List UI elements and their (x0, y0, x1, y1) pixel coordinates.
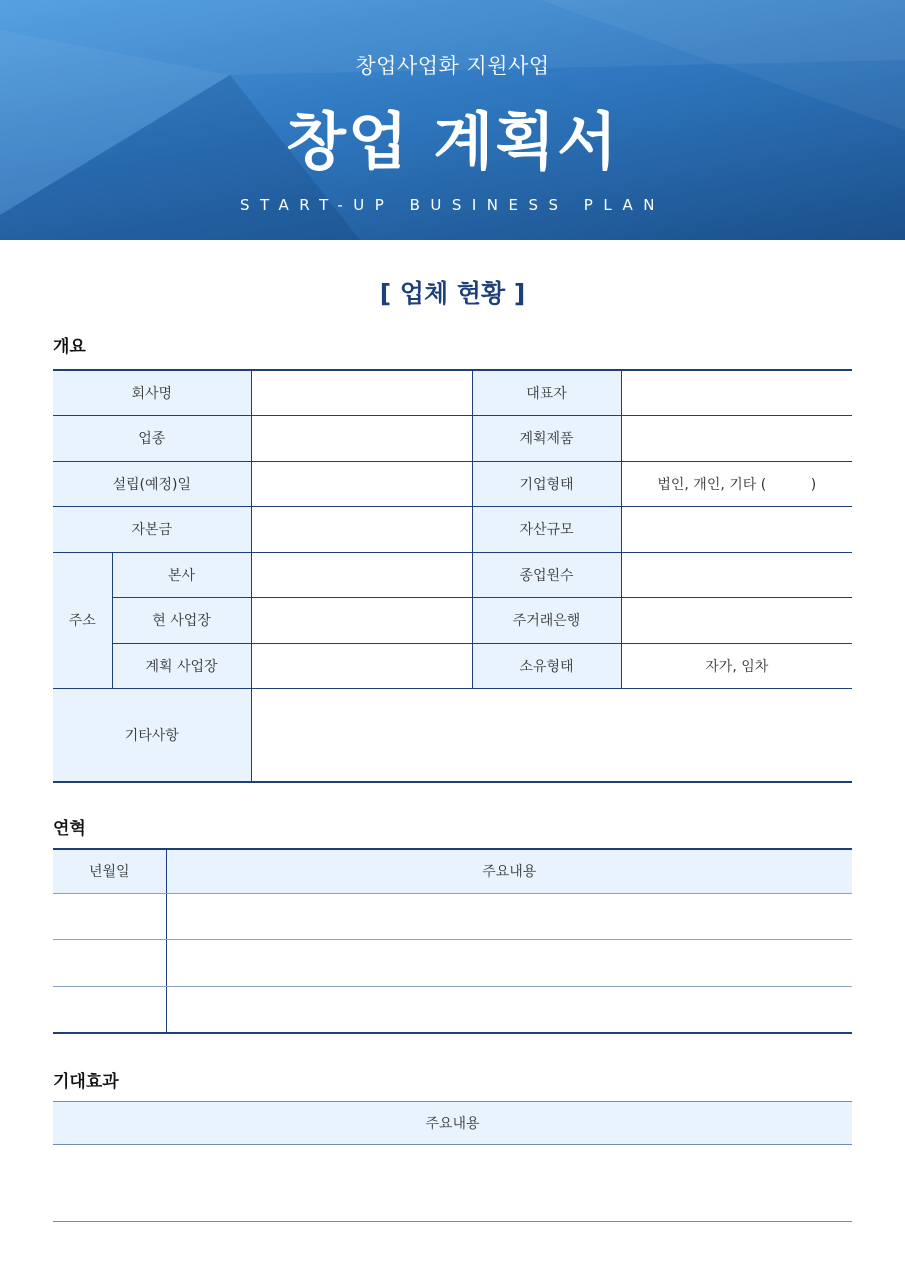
banner-subtitle: 창업사업화 지원사업 (355, 54, 550, 78)
value-company-type[interactable]: 법인, 개인, 기타 ( ) (621, 461, 852, 507)
table-header-row (53, 849, 852, 893)
label-ceo: 대표자 (472, 370, 621, 416)
label-main-bank: 주거래은행 (472, 598, 621, 644)
label-capital: 자본금 (53, 507, 251, 553)
input-asset-scale[interactable] (621, 507, 852, 553)
effect-heading: 기대효과 (53, 1072, 119, 1092)
input-main-bank[interactable] (621, 598, 852, 644)
input-ceo[interactable] (621, 370, 852, 416)
effect-table (53, 1101, 852, 1222)
section-title: [ 업체 현황 ] (379, 279, 526, 308)
banner-title: 창업 계획서 (285, 105, 620, 178)
label-industry: 업종 (53, 416, 251, 462)
input-others[interactable] (251, 689, 852, 782)
table-row (53, 893, 852, 940)
overview-table (53, 369, 852, 783)
history-content-cell[interactable] (166, 940, 852, 987)
table-row (53, 552, 852, 598)
history-heading: 연혁 (53, 819, 86, 839)
table-row (53, 598, 852, 644)
overview-heading: 개요 (53, 337, 86, 357)
history-content-cell[interactable] (166, 986, 852, 1033)
history-date-cell[interactable] (53, 986, 166, 1033)
value-ownership[interactable]: 자가, 임차 (621, 643, 852, 689)
table-row (53, 461, 852, 507)
table-row (53, 507, 852, 553)
input-founding-date[interactable] (251, 461, 472, 507)
table-row (53, 370, 852, 416)
input-employees[interactable] (621, 552, 852, 598)
banner-english-title: START-UP BUSINESS PLAN (239, 196, 666, 214)
input-capital[interactable] (251, 507, 472, 553)
label-current-site: 현 사업장 (112, 598, 251, 644)
label-address: 주소 (53, 552, 112, 689)
table-row (53, 1145, 852, 1222)
table-row (53, 940, 852, 987)
header-date: 년월일 (53, 849, 166, 893)
label-head-office: 본사 (112, 552, 251, 598)
header-content: 주요내용 (166, 849, 852, 893)
input-planned-site[interactable] (251, 643, 472, 689)
input-current-site[interactable] (251, 598, 472, 644)
input-industry[interactable] (251, 416, 472, 462)
input-planned-product[interactable] (621, 416, 852, 462)
history-content-cell[interactable] (166, 893, 852, 940)
label-employees: 종업원수 (472, 552, 621, 598)
table-row (53, 643, 852, 689)
history-date-cell[interactable] (53, 940, 166, 987)
header-banner (0, 0, 905, 240)
input-company-name[interactable] (251, 370, 472, 416)
history-date-cell[interactable] (53, 893, 166, 940)
history-table (53, 848, 852, 1034)
header-content: 주요내용 (53, 1102, 852, 1145)
table-row (53, 689, 852, 782)
label-planned-site: 계획 사업장 (112, 643, 251, 689)
input-head-office[interactable] (251, 552, 472, 598)
effect-content-cell[interactable] (53, 1145, 852, 1222)
table-row (53, 416, 852, 462)
label-company-type: 기업형태 (472, 461, 621, 507)
label-others: 기타사항 (53, 689, 251, 782)
label-company-name: 회사명 (53, 370, 251, 416)
label-ownership: 소유형태 (472, 643, 621, 689)
table-header-row (53, 1102, 852, 1145)
table-row (53, 986, 852, 1033)
label-founding-date: 설립(예정)일 (53, 461, 251, 507)
label-asset-scale: 자산규모 (472, 507, 621, 553)
label-planned-product: 계획제품 (472, 416, 621, 462)
